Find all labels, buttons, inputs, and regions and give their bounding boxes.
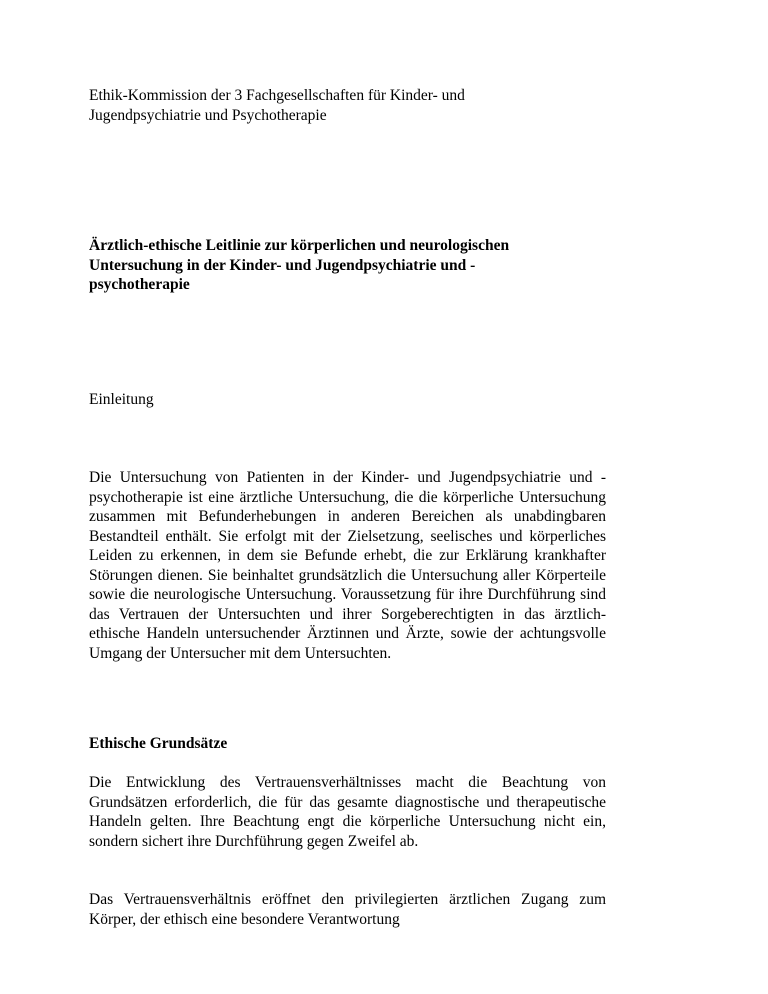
intro-paragraph <box>89 468 606 663</box>
paragraph-line: in dem sie Befunde erhebt, die zur Erklärung krankhafter Störungen <box>89 547 606 584</box>
paragraph-line: Untersuchung nicht ein, sondern sichert ihre Durchführung gegen <box>89 813 606 850</box>
paragraph-line: Ärztinnen und Ärzte, sowie der achtungsvolle Umgang der <box>89 625 606 662</box>
title-line: psychotherapie <box>89 276 190 293</box>
paragraph-line: von Grundsätzen erforderlich, die für das gesamte diagnostische und <box>89 774 607 811</box>
paragraph-line: Das Vertrauensverhältnis eröffnet den privilegierten ärztlichen <box>89 891 511 908</box>
paragraph-line: Untersucher mit dem Untersuchten. <box>169 644 392 662</box>
paragraph-line: dienen. Sie beinhaltet grundsätzlich die Untersuchung aller <box>157 566 531 584</box>
paragraph-line: ihre Durchführung sind das Vertrauen der Untersuchten und ihrer <box>89 586 607 623</box>
paragraph-line: und -psychotherapie ist eine ärztliche Untersuchung, die die <box>89 469 606 506</box>
ethics-paragraph-1 <box>89 773 606 851</box>
title-line: Untersuchung in der Kinder- und Jugendpsychiatrie und - <box>89 256 476 274</box>
ethics-paragraph-2 <box>89 890 606 929</box>
header-line: Jugendpsychiatrie und Psychotherapie <box>89 106 327 124</box>
document-title <box>89 236 606 295</box>
paragraph-line: Die Untersuchung von Patienten in der Kinder- und Jugendpsychiatrie <box>89 469 561 486</box>
paragraph-line: Sorgeberechtigten in das ärztlich-ethische Handeln untersuchender <box>89 605 606 642</box>
paragraph-line: Körperteile sowie die neurologische Untersuchung. Voraussetzung für <box>89 566 607 603</box>
header-commission <box>89 86 606 125</box>
paragraph-line: körperliche Untersuchung zusammen mit Befunderhebungen in <box>89 488 606 525</box>
paragraph-line: therapeutische Handeln gelten. Ihre Beachtung engt die körperliche <box>89 793 607 830</box>
paragraph-line: anderen Bereichen als unabdingbaren Bestandteil enthält. Sie erfolgt <box>89 508 606 545</box>
title-line: Ärztlich-ethische Leitlinie zur körperlichen und neurologischen <box>89 237 510 254</box>
paragraph-line: Die Entwicklung des Vertrauensverhältnisses macht die Beachtung <box>89 774 569 791</box>
ethics-heading: Ethische Grundsätze <box>89 735 228 752</box>
paragraph-line: mit der Zielsetzung, seelisches und körperliches Leiden zu erkennen, <box>89 527 606 564</box>
header-line: Ethik-Kommission der 3 Fachgesellschaften für Kinder- und <box>89 87 465 104</box>
intro-heading: Einleitung <box>89 391 154 408</box>
paragraph-line: Zugang zum Körper, der ethisch eine besondere Verantwortung <box>89 891 606 928</box>
paragraph-line: Zweifel ab. <box>347 832 419 850</box>
